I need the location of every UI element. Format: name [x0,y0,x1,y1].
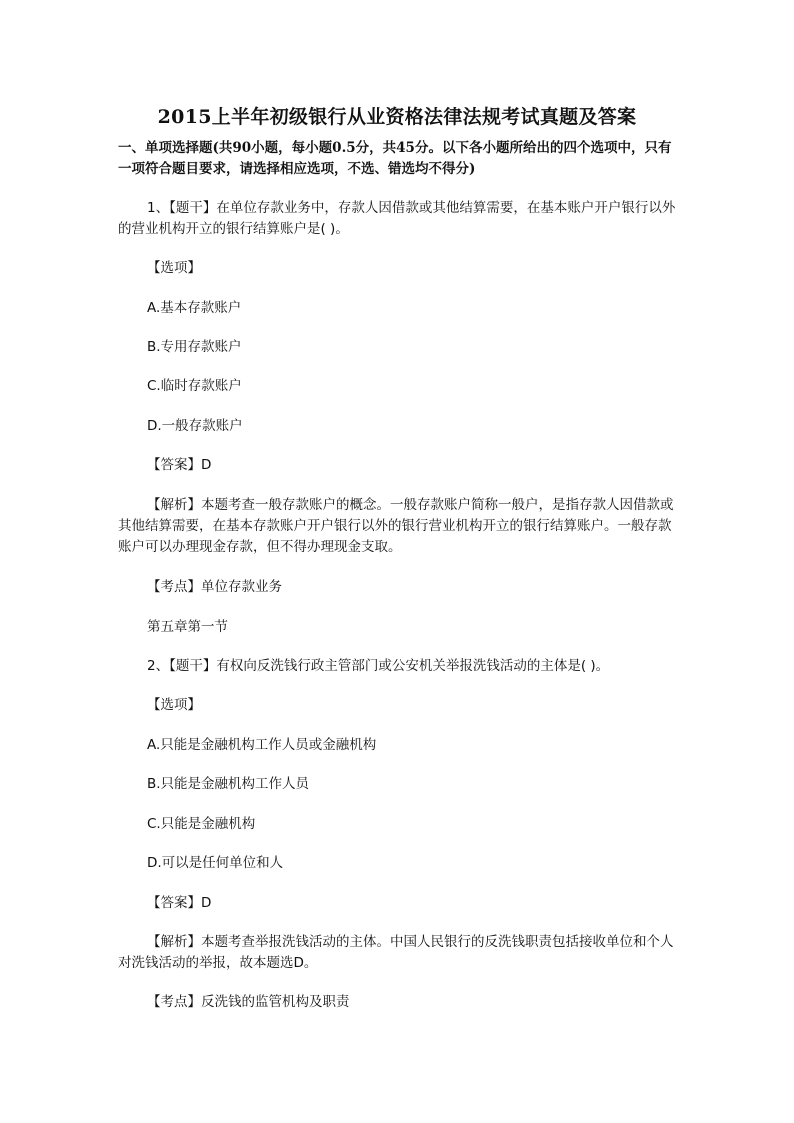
question-2-option-b: B.只能是金融机构工作人员 [147,776,310,792]
question-1-option-a: A.基本存款账户 [147,300,242,316]
question-2-point: 【考点】反洗钱的监管机构及职责 [147,994,350,1010]
question-1-option-b: B.专用存款账户 [147,339,242,355]
question-1-analysis: 【解析】本题考查一般存款账户的概念。一般存款账户简称一般户，是指存款人因借款或其他结算需要，在基本存款账户开户银行以外的银行营业机构开立的银行结算账户。一般存款账户可以办理现金存款，但不得办理现金支取。 [118,497,674,555]
question-2-option-d: D.可以是任何单位和人 [147,855,284,871]
section-heading: 一、单项选择题(共90小题，每小题0.5分，共45分。以下各小题所给出的四个选项中，只有一项符合题目要求，请选择相应选项，不选、错选均不得分) [118,140,672,177]
question-1-stem: 1、【题干】在单位存款业务中，存款人因借款或其他结算需要，在基本账户开户银行以外的营业机构开立的银行结算账户是( )。 [118,200,676,237]
question-1-options-label: 【选项】 [147,260,201,276]
question-2-option-c: C.只能是金融机构 [147,816,256,832]
question-2-option-a: A.只能是金融机构工作人员或金融机构 [147,737,377,753]
question-1-option-d: D.一般存款账户 [147,418,243,434]
question-2-stem: 2、【题干】有权向反洗钱行政主管部门或公安机关举报洗钱活动的主体是( )。 [147,658,610,674]
question-1-point: 【考点】单位存款业务 [147,579,282,595]
question-1-chapter: 第五章第一节 [147,619,228,635]
question-2-analysis: 【解析】本题考查举报洗钱活动的主体。中国人民银行的反洗钱职责包括接收单位和个人对洗钱活动的举报，故本题选D。 [118,934,674,971]
document-title: 2015上半年初级银行从业资格法律法规考试真题及答案 [157,106,637,128]
question-1-option-c: C.临时存款账户 [147,378,242,394]
question-1-answer: 【答案】D [147,457,212,473]
question-2-answer: 【答案】D [147,895,212,911]
question-2-options-label: 【选项】 [147,697,201,713]
